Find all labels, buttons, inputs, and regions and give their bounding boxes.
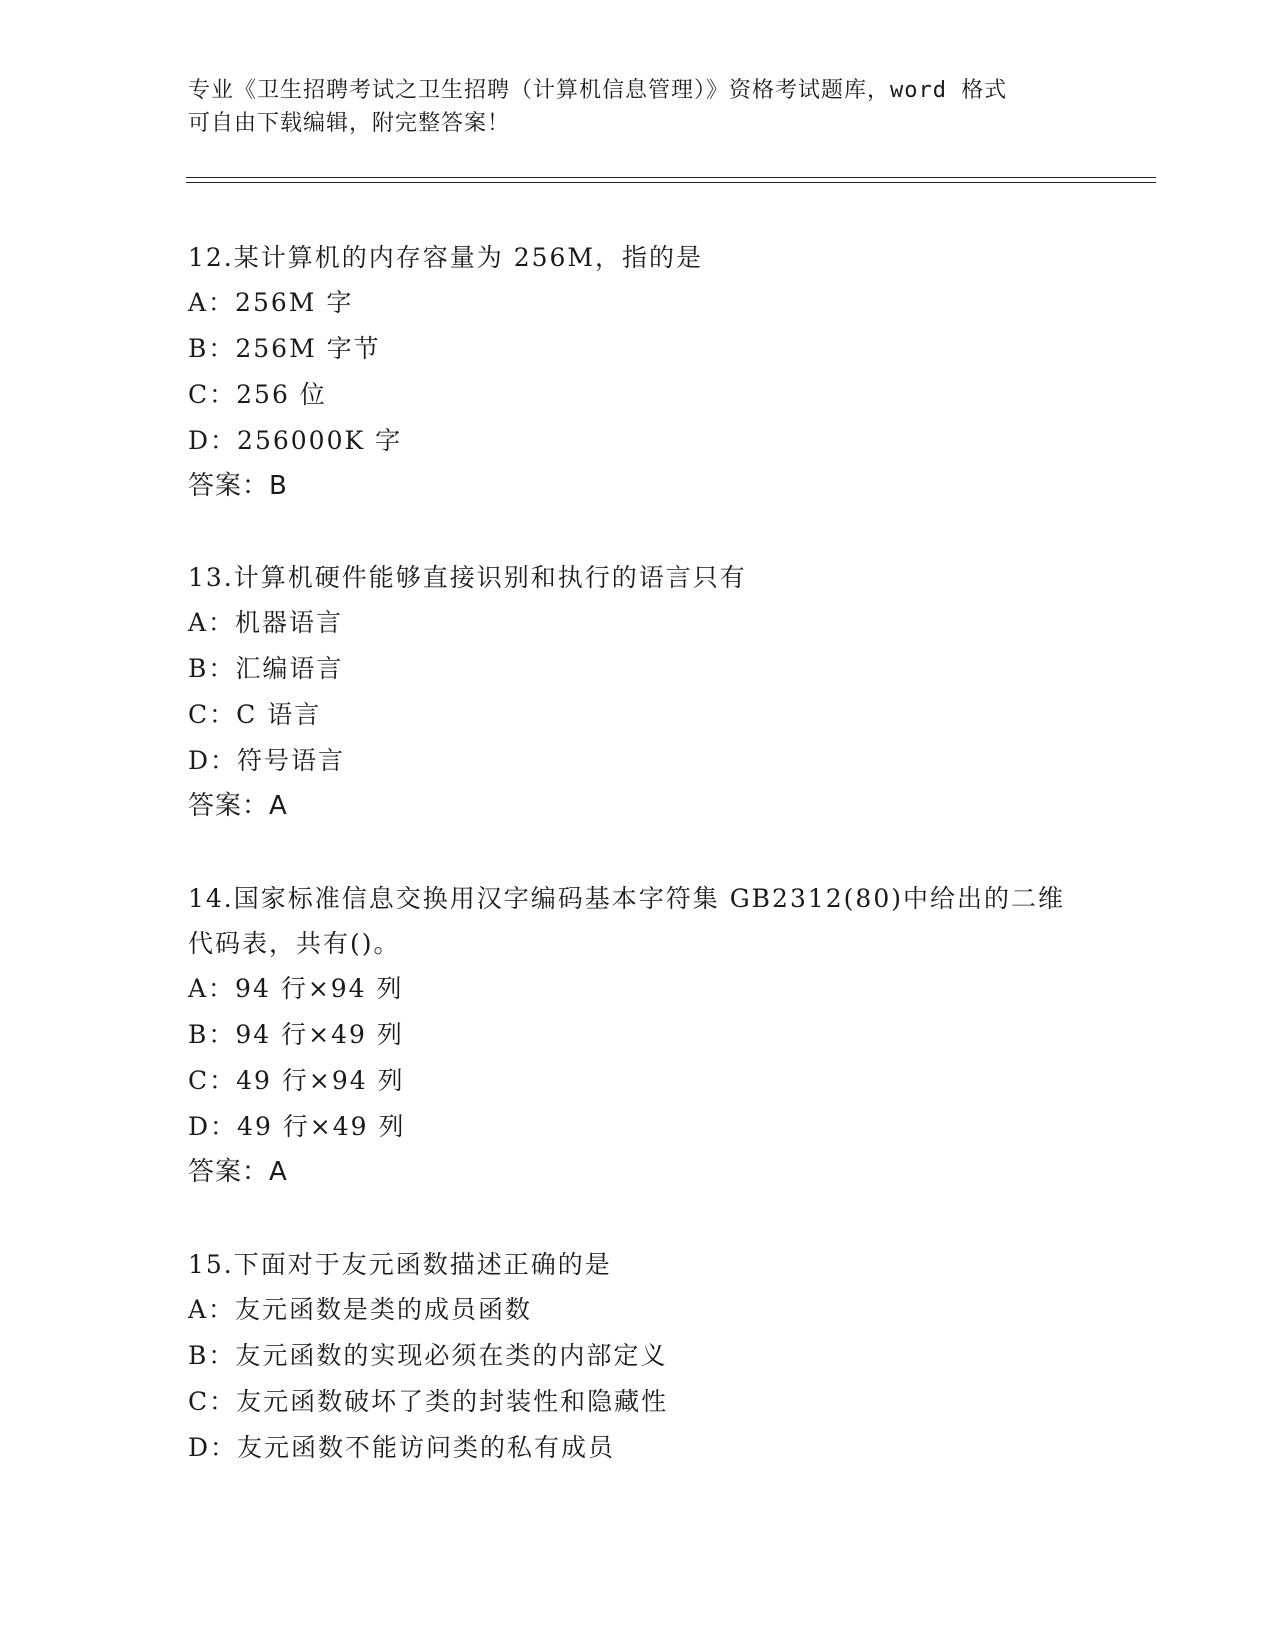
option-a: A：友元函数是类的成员函数 xyxy=(188,1295,533,1324)
question-15 xyxy=(188,1242,1128,1471)
option-c: C：256 位 xyxy=(188,380,327,409)
option-b: B：94 行×49 列 xyxy=(188,1020,404,1049)
option-c: C：49 行×94 列 xyxy=(188,1066,405,1095)
question-13 xyxy=(188,555,1128,828)
question-stem-line-2: 代码表，共有()。 xyxy=(188,929,401,958)
header-divider-bottom xyxy=(186,182,1156,183)
question-stem: 13.计算机硬件能够直接识别和执行的语言只有 xyxy=(188,563,747,592)
header-divider-top xyxy=(186,177,1156,178)
option-b: B：256M 字节 xyxy=(188,334,381,363)
option-b: B：汇编语言 xyxy=(188,654,344,683)
option-d: D：符号语言 xyxy=(188,746,346,775)
question-stem: 12.某计算机的内存容量为 256M，指的是 xyxy=(188,243,704,272)
option-c: C：C 语言 xyxy=(188,700,322,729)
document-header xyxy=(188,74,1088,140)
option-c: C：友元函数破坏了类的封装性和隐藏性 xyxy=(188,1387,669,1416)
answer: 答案：A xyxy=(188,1157,288,1187)
option-a: A：256M 字 xyxy=(188,288,354,317)
question-stem: 15.下面对于友元函数描述正确的是 xyxy=(188,1250,612,1279)
question-14 xyxy=(188,876,1128,1194)
answer: 答案：A xyxy=(188,791,288,821)
answer: 答案：B xyxy=(188,471,288,501)
option-b: B：友元函数的实现必须在类的内部定义 xyxy=(188,1341,668,1370)
header-title-line-2: 可自由下载编辑，附完整答案！ xyxy=(188,111,511,136)
option-d: D：256000K 字 xyxy=(188,426,403,455)
option-d: D：49 行×49 列 xyxy=(188,1112,406,1141)
question-12 xyxy=(188,235,1128,508)
option-a: A：机器语言 xyxy=(188,608,344,637)
question-stem-line-1: 14.国家标准信息交换用汉字编码基本字符集 GB2312(80)中给出的二维 xyxy=(188,884,1065,913)
option-a: A：94 行×94 列 xyxy=(188,974,404,1003)
option-d: D：友元函数不能访问类的私有成员 xyxy=(188,1433,616,1462)
header-title-line-1: 专业《卫生招聘考试之卫生招聘（计算机信息管理）》资格考试题库，word 格式 xyxy=(188,78,1008,103)
